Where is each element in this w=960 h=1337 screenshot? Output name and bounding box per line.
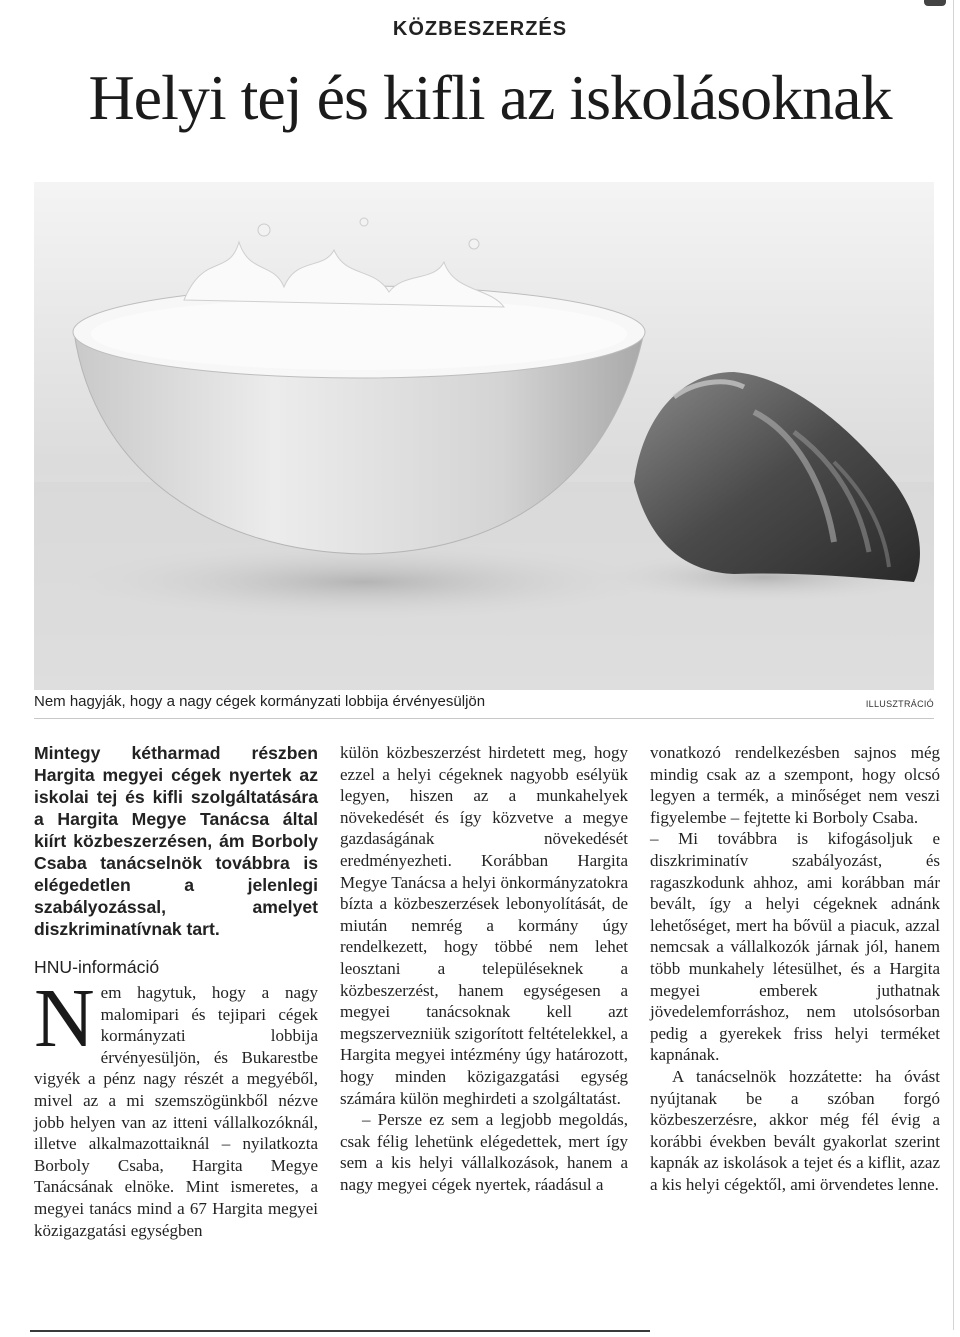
milk-bowl-and-croissant-illustration (34, 182, 934, 690)
caption-divider (34, 718, 934, 719)
body-paragraph-2: külön közbeszerzést hirdetett meg, hogy ezzel a helyi cégeknek nagyobb esélyük legyen, hiszen az a munkahelyek növekedését és így közvetve a megye gazdaságának növekedését eredményezheti. Korábban Hargita Megye Tanácsa a helyi önkormányzatokra bízta a közbeszerzések lebonyolítását, de miután nemrég a kormány úgy rendelkezett, hogy többé nem lehet leosztani a településeknek a közbeszerzést, hanem egységesen a megyei tanácsoknak kell azt megszervezniük szigorított feltételekkel, a Hargita megyei intézmény úgy határozott, hogy minden közigazgatási egység számára külön meghirdeti a szolgáltatást. (340, 743, 628, 1108)
body-paragraph-3: – Persze ez sem a legjobb megoldás, csak félig lehetünk elégedettek, mert így sem a kis helyi vállalkozások, hanem a nagy megyei cégek nyertek, ráadásul a (340, 1110, 628, 1194)
article-photo (34, 182, 934, 690)
body-paragraph-6: A tanácselnök hozzátette: ha óvást nyújtanak be a szóban forgó közbeszerzésre, akkor még fél évig a korábbi években bevált gyakorlat szerint kapnák az iskolások a tejet és a kiflit, azaz a kis helyi cégektől, ami örvendetes lenne. (650, 1066, 940, 1194)
body-paragraph-1-text: em hagytuk, hogy a nagy malomipari és tejipari cégek kormányzati lobbija érvényesüljön, és Bukarestbe vigyék a pénz nagy részét a megyéből, mivel az a mi szemszögünkből nézve jobb helyen van az itteni vállalkozóknál, illetve alkalmazottaiknál – nyilatkozta Borboly Csaba, Hargita Megye Tanácsának elnöke. Mint ismeretes, a megyei tanács mind a 67 Hargita megyei közigazgatási egységben (34, 983, 318, 1240)
body-paragraph-4: vonatkozó rendelkezésben sajnos még mindig csak az a szempont, hogy olcsó legyen a termék, a minőséget nem veszi figyelembe – fejtette ki Borboly Csaba. (650, 743, 940, 827)
column-3 (650, 742, 940, 1195)
photo-caption-row (34, 693, 934, 717)
article-headline: Helyi tej és kifli az iskolásoknak (88, 62, 892, 133)
photo-caption: Nem hagyják, hogy a nagy cégek kormányzati lobbija érvényesüljön (34, 693, 486, 710)
article-lead: Mintegy kétharmad részben Hargita megyei cégek nyertek az iskolai tej és kifli szolgáltatására a Hargita Megye Tanácsa által kiírt közbeszerzésen, ám Borboly Csaba tanácselnök továbbra is elégedetlen a jelenlegi szabályozással, amelyet diszkriminatívnak tart. (34, 743, 318, 939)
article-source: HNU-információ (34, 957, 160, 977)
drop-cap: N (34, 972, 95, 1065)
photo-credit: ILLUSZTRÁCIÓ (865, 699, 934, 709)
section-rubric: KÖZBESZERZÉS (392, 18, 568, 40)
column-2 (340, 742, 628, 1195)
bottom-rule (30, 1330, 650, 1332)
column-1 (34, 742, 318, 1241)
body-paragraph-5: – Mi továbbra is kifogásoljuk e diszkriminatív szabályozást, és ragaszkodunk ahhoz, ami korábban már bevált, így a helyi cégeknek adnánk lehetőséget, mert ha bővül a piacuk, azzal nemcsak a vállalkozók járnak jól, hanem több munkahely létesülhet, és a Hargita megyei emberek juthatnak jövedelemforráshoz, nem utolsósorban pedig a gyerekek friss helyi terméket kapnának. (650, 829, 940, 1065)
margin-rule (953, 0, 954, 1330)
page-corner-mark (924, 0, 946, 6)
body-paragraph-1 (34, 972, 318, 1241)
